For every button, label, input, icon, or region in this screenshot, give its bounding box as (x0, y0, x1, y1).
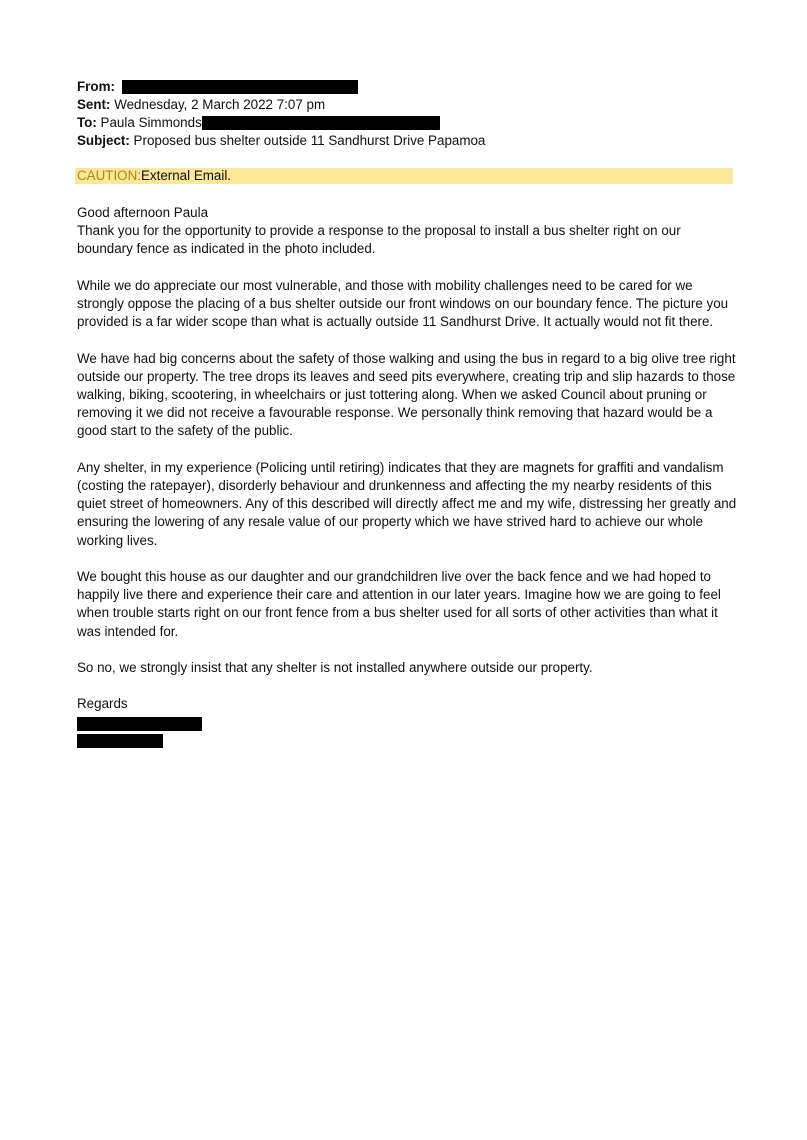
signature-detail-redaction (77, 734, 163, 748)
greeting: Good afternoon Paula (77, 205, 209, 220)
to-redaction (202, 116, 440, 130)
sent-label: Sent: (77, 97, 115, 112)
from-line (77, 78, 737, 96)
signoff: Regards (77, 696, 128, 712)
from-label: From: (77, 79, 119, 94)
to-line (77, 114, 737, 132)
caution-label: CAUTION: (77, 168, 141, 183)
body-paragraph: So no, we strongly insist that any shelter is not installed anywhere outside our property. (77, 660, 593, 675)
body-paragraph: We have had big concerns about the safety of those walking and using the bus in regard to a big olive tree right outside our property. The tree drops its leaves and seed pits everywhere, creating trip and slip hazards to those walking, biking, scootering, in wheelchairs or just tottering along. When we asked Council about pruning or removing it we did not receive a favourable response. We personally think removing that hazard would be a good start to the safety of the public. (77, 350, 736, 439)
sent-line (77, 96, 737, 114)
email-header (77, 78, 737, 150)
to-value: Paula Simmonds (100, 115, 202, 130)
body-paragraph: We bought this house as our daughter and our grandchildren live over the back fence and we had hoped to happily live there and experience their care and attention in our later years. Imagine how we are going to feel when trouble starts right on our front fence from a bus shelter used for all sorts of other activities than what it was intended for. (77, 569, 721, 639)
email-body (77, 204, 739, 748)
body-paragraph: Any shelter, in my experience (Policing until retiring) indicates that they are magnets for graffiti and vandalism (costing the ratepayer), disorderly behaviour and drunkenness and affecting the my nearby residents of this quiet street of homeowners. Any of this described will directly affect me and my wife, distressing her greatly and ensuring the lowering of any resale value of our property which we have strived hard to achieve our whole working lives. (77, 459, 737, 548)
from-redaction (122, 80, 358, 94)
subject-line (77, 132, 737, 150)
intro-paragraph: Thank you for the opportunity to provide a response to the proposal to install a bus shelter right on our boundary fence as indicated in the photo included. (77, 223, 681, 257)
signature-name-redaction (77, 717, 202, 731)
sent-value: Wednesday, 2 March 2022 7:07 pm (114, 97, 326, 112)
subject-value: Proposed bus shelter outside 11 Sandhurst Drive Papamoa (133, 133, 486, 148)
to-label: To: (77, 115, 101, 130)
caution-banner (75, 168, 733, 184)
caution-text: External Email. (140, 168, 232, 183)
signature-block (77, 695, 739, 747)
body-paragraph: While we do appreciate our most vulnerable, and those with mobility challenges need to be cared for we strongly oppose the placing of a bus shelter outside our front windows on our boundary fence. The picture you provided is a far wider scope than what is actually outside 11 Sandhurst Drive. It actually would not fit there. (77, 277, 729, 330)
subject-label: Subject: (77, 133, 134, 148)
